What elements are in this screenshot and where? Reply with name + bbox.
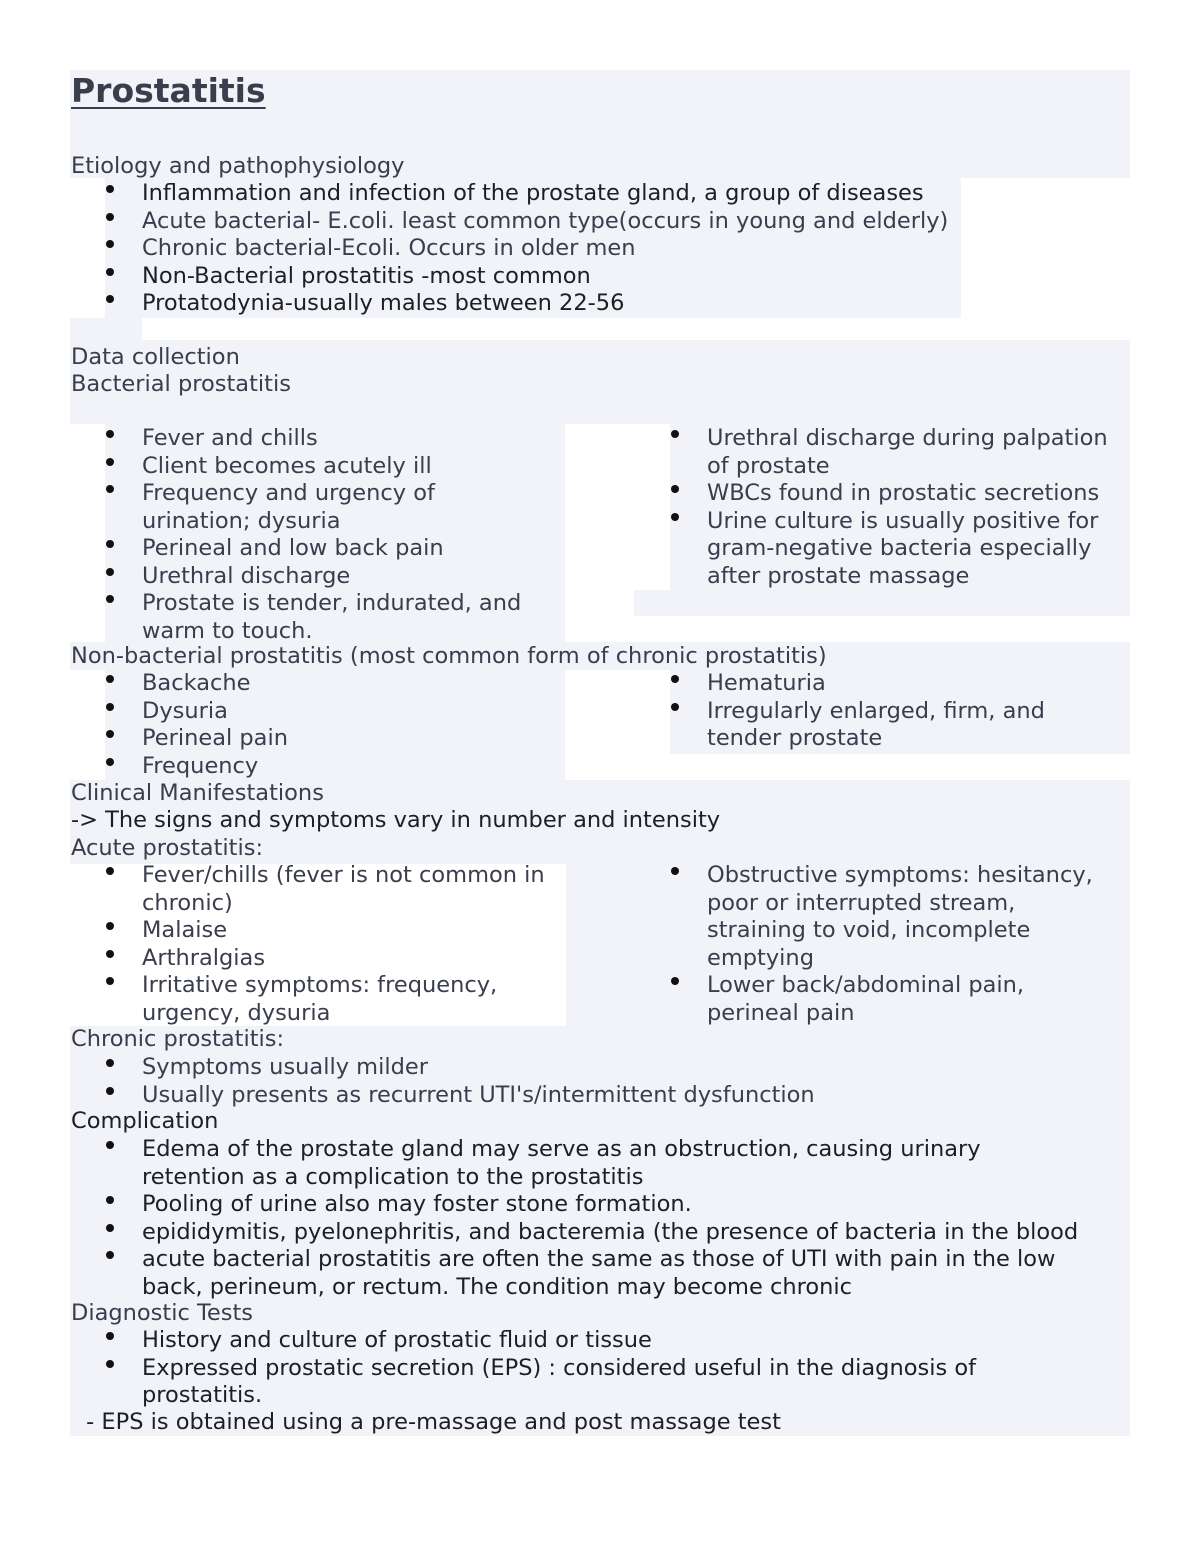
diagnostic-note: - EPS is obtained using a pre-massage and post massage test xyxy=(79,1409,781,1435)
line: Expressed prostatic secretion (EPS) : considered useful in the diagnosis of xyxy=(142,1354,977,1381)
list-item: Usually presents as recurrent UTI's/intermittent dysfunction xyxy=(106,1082,815,1110)
data-collection-heading: Data collection xyxy=(71,344,240,370)
diagnostic-heading: Diagnostic Tests xyxy=(71,1300,254,1326)
nonbacterial-heading: Non-bacterial prostatitis (most common form of chronic prostatitis) xyxy=(71,643,827,669)
list-item xyxy=(106,1246,1078,1301)
list-item: Perineal and low back pain xyxy=(106,535,521,563)
chronic-heading: Chronic prostatitis: xyxy=(71,1026,285,1052)
list-item xyxy=(671,972,1093,1027)
line: tender prostate xyxy=(707,725,883,751)
list-item: Chronic bacterial-Ecoli. Occurs in older men xyxy=(106,235,948,263)
etiology-list xyxy=(106,180,948,318)
line: chronic) xyxy=(142,889,233,916)
clinical-note: -> The signs and symptoms vary in number and intensity xyxy=(71,807,721,833)
list-item: Inflammation and infection of the prostate gland, a group of diseases xyxy=(106,180,948,208)
list-item: Arthralgias xyxy=(106,945,545,973)
line: emptying xyxy=(707,944,814,971)
list-item: Hematuria xyxy=(671,670,1045,698)
line: of prostate xyxy=(707,452,830,479)
nonbacterial-left-list xyxy=(106,670,288,780)
nonbacterial-right-list xyxy=(671,670,1045,753)
diagnostic-list xyxy=(106,1327,976,1410)
line: Edema of the prostate gland may serve as an obstruction, causing urinary xyxy=(142,1136,981,1162)
list-item: Non-Bacterial prostatitis -most common xyxy=(106,263,948,291)
line: back, perineum, or rectum. The condition may become chronic xyxy=(142,1273,852,1300)
bacterial-right-list xyxy=(671,425,1108,590)
page-title: Prostatitis xyxy=(71,71,266,110)
highlight-block xyxy=(634,590,1130,616)
line: straining to void, incomplete xyxy=(707,917,1031,943)
line: Urine culture is usually positive for xyxy=(707,507,1099,534)
list-item xyxy=(106,1355,976,1410)
line: poor or interrupted stream, xyxy=(707,889,1016,916)
list-item: Acute bacterial- E.coli. least common type(occurs in young and elderly) xyxy=(106,208,948,236)
list-item: Backache xyxy=(106,670,288,698)
list-item: Fever and chills xyxy=(106,425,521,453)
list-item xyxy=(671,862,1093,972)
highlight-block xyxy=(70,318,142,340)
line: Lower back/abdominal pain, xyxy=(707,972,1025,998)
line: Irritative symptoms: frequency, xyxy=(142,972,498,998)
line: perineal pain xyxy=(707,999,855,1026)
list-item: epididymitis, pyelonephritis, and bacteremia (the presence of bacteria in the blood xyxy=(106,1219,1078,1247)
line: Frequency and urgency of xyxy=(142,480,435,506)
line: gram-negative bacteria especially xyxy=(707,535,1092,561)
list-item: Frequency xyxy=(106,753,288,781)
list-item xyxy=(106,972,545,1027)
list-item xyxy=(671,508,1108,591)
line: urination; dysuria xyxy=(142,507,341,534)
line: prostatitis. xyxy=(142,1382,263,1408)
list-item xyxy=(671,698,1045,753)
list-item: Symptoms usually milder xyxy=(106,1054,815,1082)
etiology-heading: Etiology and pathophysiology xyxy=(71,153,405,179)
list-item: Client becomes acutely ill xyxy=(106,453,521,481)
list-item: History and culture of prostatic fluid or tissue xyxy=(106,1327,976,1355)
line: acute bacterial prostatitis are often the same as those of UTI with pain in the low xyxy=(142,1246,1056,1272)
line: Prostate is tender, indurated, and xyxy=(142,590,522,616)
complication-heading: Complication xyxy=(71,1108,219,1134)
chronic-list xyxy=(106,1054,815,1109)
list-item: Dysuria xyxy=(106,698,288,726)
list-item xyxy=(106,480,521,535)
line: warm to touch. xyxy=(142,617,313,644)
line: retention as a complication to the prostatitis xyxy=(142,1163,644,1190)
list-item: Pooling of urine also may foster stone formation. xyxy=(106,1191,1078,1219)
line: Fever/chills (fever is not common in xyxy=(142,862,545,888)
acute-left-list xyxy=(106,862,545,1027)
line: Obstructive symptoms: hesitancy, xyxy=(707,862,1093,888)
acute-right-list xyxy=(671,862,1093,1027)
list-item: Protatodynia-usually males between 22-56 xyxy=(106,290,948,318)
line: Urethral discharge during palpation xyxy=(707,425,1108,451)
bacterial-left-list xyxy=(106,425,521,645)
list-item: Perineal pain xyxy=(106,725,288,753)
clinical-heading: Clinical Manifestations xyxy=(71,780,324,806)
line: Irregularly enlarged, firm, and xyxy=(707,697,1045,724)
list-item: WBCs found in prostatic secretions xyxy=(671,480,1108,508)
complication-list xyxy=(106,1136,1078,1301)
list-item xyxy=(106,590,521,645)
list-item: Urethral discharge xyxy=(106,563,521,591)
line: urgency, dysuria xyxy=(142,999,331,1026)
list-item: Malaise xyxy=(106,917,545,945)
highlight-block xyxy=(566,864,670,1026)
list-item xyxy=(106,1136,1078,1191)
acute-heading: Acute prostatitis: xyxy=(71,835,264,861)
list-item xyxy=(106,862,545,917)
bacterial-heading: Bacterial prostatitis xyxy=(71,371,291,397)
list-item xyxy=(671,425,1108,480)
line: after prostate massage xyxy=(707,562,970,589)
